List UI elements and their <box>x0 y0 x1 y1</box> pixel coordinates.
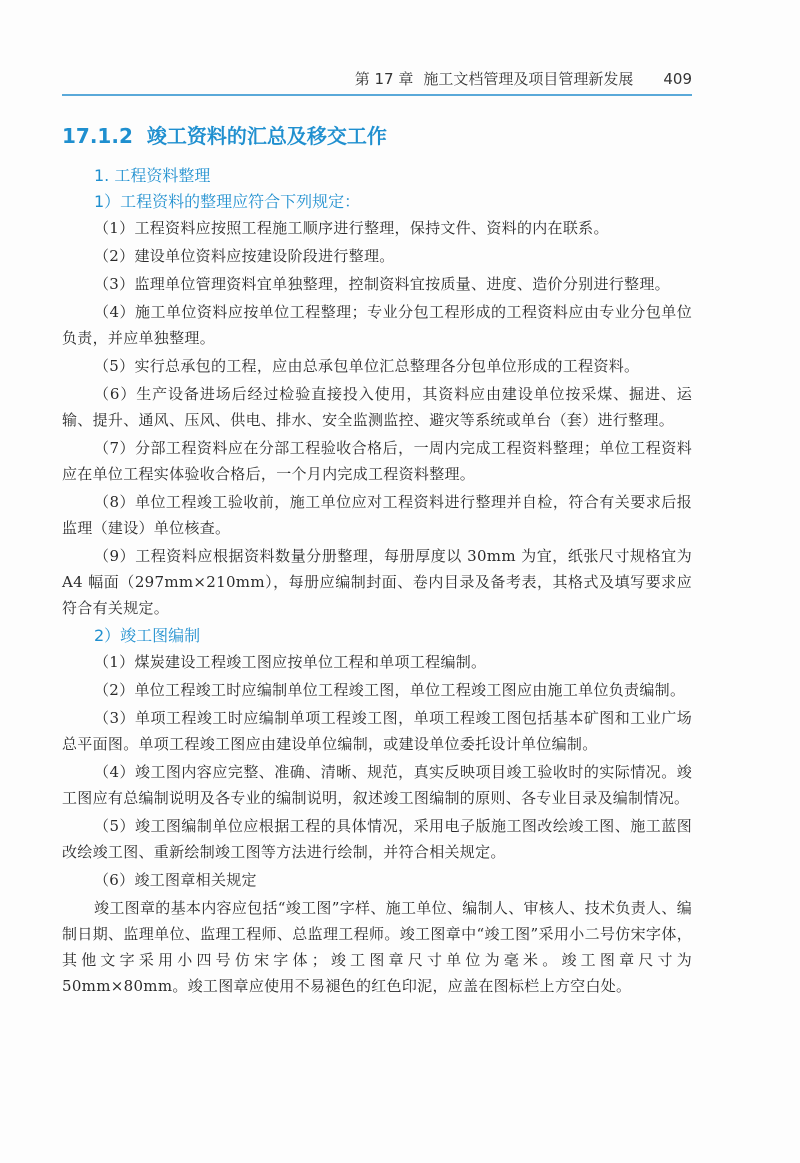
header-text <box>355 68 692 89</box>
paragraph: 竣工图章的基本内容应包括“竣工图”字样、施工单位、编制人、审核人、技术负责人、编制日期、监理单位、监理工程师、总监理工程师。竣工图章中“竣工图”采用小二号仿宋字体，其他文字采用小四号仿宋字体；竣工图章尺寸单位为毫米。竣工图章尺寸为 50mm×80mm。竣工图章应使用不易褪色的红色印泥，应盖在图标栏上方空白处。 <box>62 899 692 995</box>
header-title: 施工文档管理及项目管理新发展 <box>423 70 634 88</box>
paragraph: （5）竣工图编制单位应根据工程的具体情况，采用电子版施工图改绘竣工图、施工蓝图改绘竣工图、重新绘制竣工图等方法进行绘制，并符合相关规定。 <box>62 817 692 861</box>
paragraph: （1）煤炭建设工程竣工图应按单位工程和单项工程编制。 <box>94 653 487 671</box>
page-number: 409 <box>663 70 692 88</box>
section-heading <box>62 120 692 149</box>
paragraph: （6）生产设备进场后经过检验直接投入使用，其资料应由建设单位按采煤、掘进、运输、提升、通风、压风、供电、排水、安全监测监控、避灾等系统或单台（套）进行整理。 <box>62 385 692 429</box>
paragraph: （9）工程资料应根据资料数量分册整理，每册厚度以 30mm 为宜，纸张尺寸规格宜为 A4 幅面（297mm×210mm），每册应编制封面、卷内目录及备考表，其格式及填写要求应符合有关规定。 <box>62 547 692 617</box>
paragraph: （8）单位工程竣工验收前，施工单位应对工程资料进行整理并自检，符合有关要求后报监理（建设）单位核查。 <box>62 493 692 537</box>
running-header <box>62 64 692 94</box>
paragraph: （3）监理单位管理资料宜单独整理，控制资料宜按质量、进度、造价分别进行整理。 <box>94 275 670 293</box>
paragraph: （1）工程资料应按照工程施工顺序进行整理，保持文件、资料的内在联系。 <box>94 219 609 237</box>
page-body <box>62 110 692 1001</box>
paragraph: （6）竣工图章相关规定 <box>94 871 257 889</box>
subheading-1: 1）工程资料的整理应符合下列规定： <box>94 192 361 211</box>
header-rule <box>62 94 692 96</box>
paragraph: （4）施工单位资料应按单位工程整理；专业分包工程形成的工程资料应由专业分包单位负责，并应单独整理。 <box>62 303 692 347</box>
subheading-2: 2）竣工图编制 <box>94 626 201 645</box>
section-number: 17.1.2 <box>62 124 133 148</box>
heading-level-1: 1. 工程资料整理 <box>94 166 211 185</box>
paragraph: （2）单位工程竣工时应编制单位工程竣工图，单位工程竣工图应由施工单位负责编制。 <box>94 681 686 699</box>
paragraph: （4）竣工图内容应完整、准确、清晰、规范，真实反映项目竣工验收时的实际情况。竣工图应有总编制说明及各专业的编制说明，叙述竣工图编制的原则、各专业目录及编制情况。 <box>62 763 692 807</box>
paragraph: （7）分部工程资料应在分部工程验收合格后，一周内完成工程资料整理；单位工程资料应在单位工程实体验收合格后，一个月内完成工程资料整理。 <box>62 439 692 483</box>
header-chapter: 第 17 章 <box>354 70 414 88</box>
paragraph: （5）实行总承包的工程，应由总承包单位汇总整理各分包单位形成的工程资料。 <box>94 357 640 375</box>
section-title: 竣工资料的汇总及移交工作 <box>146 124 387 148</box>
paragraph: （3）单项工程竣工时应编制单项工程竣工图，单项工程竣工图包括基本矿图和工业广场总平面图。单项工程竣工图应由建设单位编制，或建设单位委托设计单位编制。 <box>62 709 692 753</box>
paragraph: （2）建设单位资料应按建设阶段进行整理。 <box>94 247 395 265</box>
